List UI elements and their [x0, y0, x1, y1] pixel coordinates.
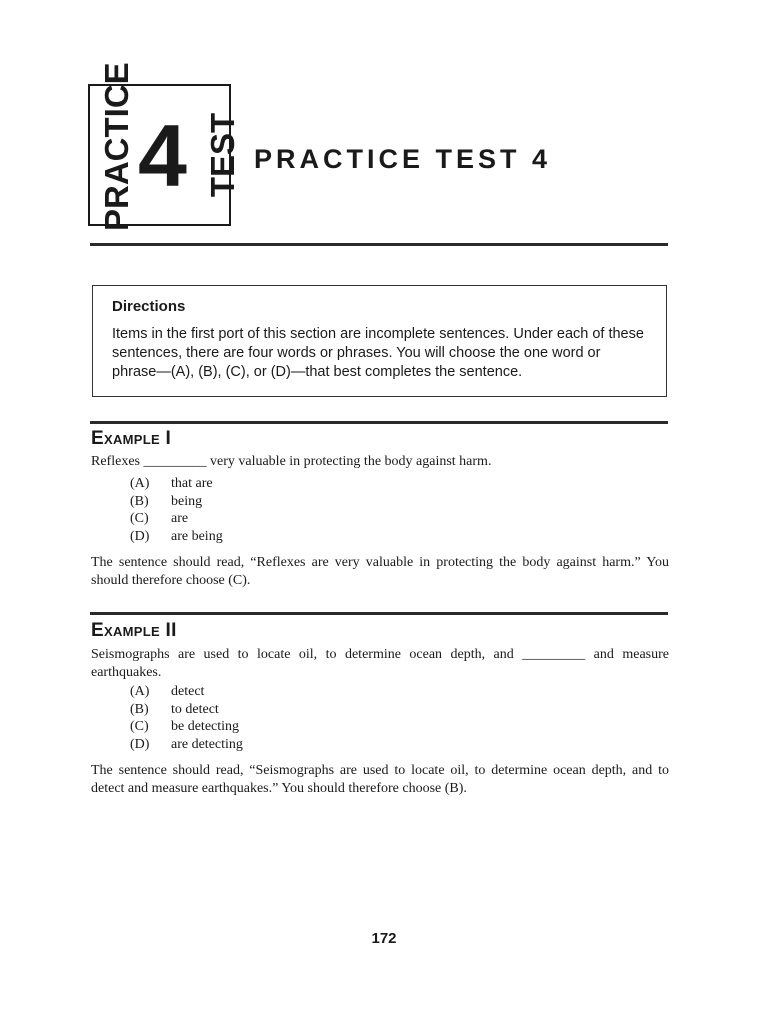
option-c: (C) be detecting — [130, 719, 240, 734]
directions-box — [92, 285, 667, 397]
option-a: (A) that are — [130, 476, 213, 491]
page-number: 172 — [371, 930, 397, 947]
directions-heading: Directions — [112, 298, 186, 315]
directions-text: Items in the first port of this section are incomplete sentences. Under each of these sentences, there are four words or phrases. You will choose the one word or phrase—(A), (B), (C), or (D)—that best completes the sentence. — [112, 326, 644, 380]
example-1-options — [130, 475, 223, 545]
example-2-options — [130, 683, 243, 753]
option-d: (D) are being — [130, 528, 223, 544]
logo-test-word: TEST — [204, 112, 241, 198]
practice-test-logo — [88, 62, 241, 231]
logo-practice-word: PRACTICE — [98, 62, 135, 231]
example-1-explanation: The sentence should read, “Reflexes are very valuable in protecting the body against harm.” You should therefore choose (C). — [91, 555, 669, 588]
example-2-divider — [90, 612, 668, 615]
option-b: (B) being — [130, 493, 203, 509]
example-2-sentence: Seismographs are used to locate oil, to determine ocean depth, and _________ and measure earthquakes. — [91, 647, 669, 680]
option-a: (A) detect — [130, 684, 205, 699]
example-1-sentence: Reflexes _________ very valuable in protecting the body against harm. — [91, 454, 492, 469]
page-title: PRACTICE TEST 4 — [254, 144, 552, 174]
example-2-explanation: The sentence should read, “Seismographs are used to locate oil, to determine ocean depth, and to detect and measure earthquakes.” You should therefore choose (B). — [91, 763, 669, 796]
title-divider — [90, 243, 668, 246]
example-2-title: Example II — [91, 620, 177, 641]
example-1-divider — [90, 421, 668, 424]
option-d: (D) are detecting — [130, 736, 243, 752]
logo-number: 4 — [138, 106, 187, 205]
example-1-title: Example I — [91, 428, 172, 449]
option-b: (B) to detect — [130, 701, 219, 717]
option-c: (C) are — [130, 511, 189, 526]
